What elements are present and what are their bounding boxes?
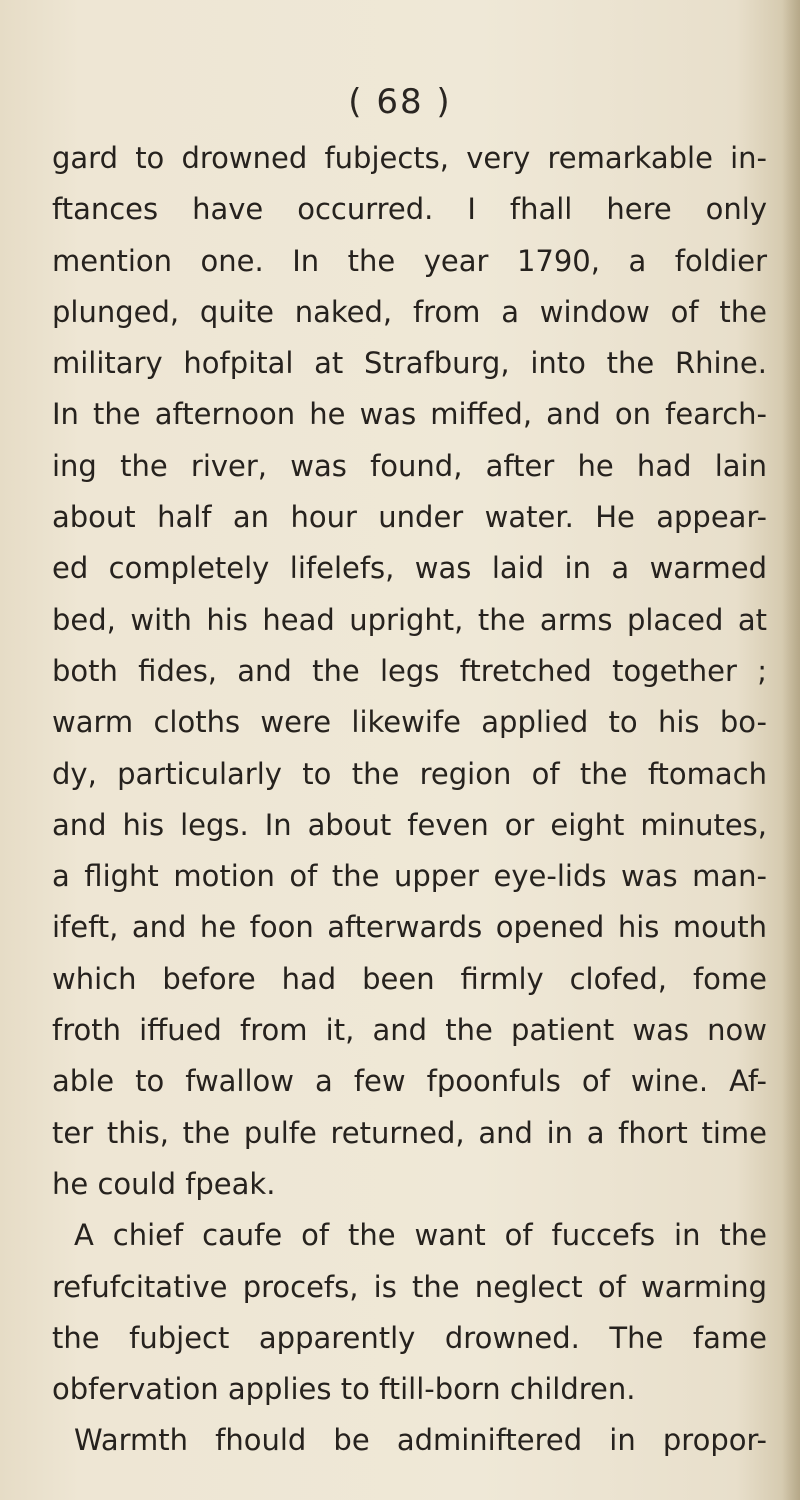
text-line: warm cloths were likewife applied to his bo- [52,705,767,740]
text-line: ifeft, and he foon afterwards opened his mouth [52,910,767,945]
text-line: military hofpital at Strafburg, into the Rhine. [52,346,767,381]
text-line: ftances have occurred. I fhall here only [52,192,767,227]
body-text [52,133,767,1467]
text-line: ed completely lifelefs, was laid in a warmed [52,551,767,586]
text-line: froth iffued from it, and the patient was now [52,1013,767,1048]
text-line: able to fwallow a few fpoonfuls of wine. Af- [52,1064,767,1099]
text-line: obfervation applies to ftill-born children. [52,1372,636,1407]
text-line: about half an hour under water. He appear- [52,500,767,535]
page-number: ( 68 ) [348,82,452,122]
text-line: A chief caufe of the want of fuccefs in the [74,1218,767,1253]
text-line: a flight motion of the upper eye-lids was man- [52,859,767,894]
text-line: mention one. In the year 1790, a foldier [52,243,767,278]
text-line: the fubject apparently drowned. The fame [52,1320,767,1355]
page-edge-shadow [782,0,800,1500]
text-line: dy, particularly to the region of the ftomach [52,756,767,791]
text-line: ter this, the pulfe returned, and in a fhort time [52,1115,767,1150]
text-line: which before had been firmly clofed, fome [52,961,767,996]
text-line: he could fpeak. [52,1166,276,1201]
text-line: refufcitative procefs, is the neglect of warming [52,1269,767,1304]
text-line: Warmth fhould be adminiftered in propor- [74,1423,767,1458]
text-line: bed, with his head upright, the arms placed at [52,602,767,637]
text-line: both fides, and the legs ftretched together ; [52,653,767,688]
text-line: and his legs. In about feven or eight minutes, [52,807,767,842]
text-line: plunged, quite naked, from a window of the [52,294,767,329]
text-line: In the afternoon he was miffed, and on fearch- [52,397,767,432]
text-line: ing the river, was found, after he had lain [52,448,767,483]
text-line: gard to drowned fubjects, very remarkable in- [52,141,767,175]
